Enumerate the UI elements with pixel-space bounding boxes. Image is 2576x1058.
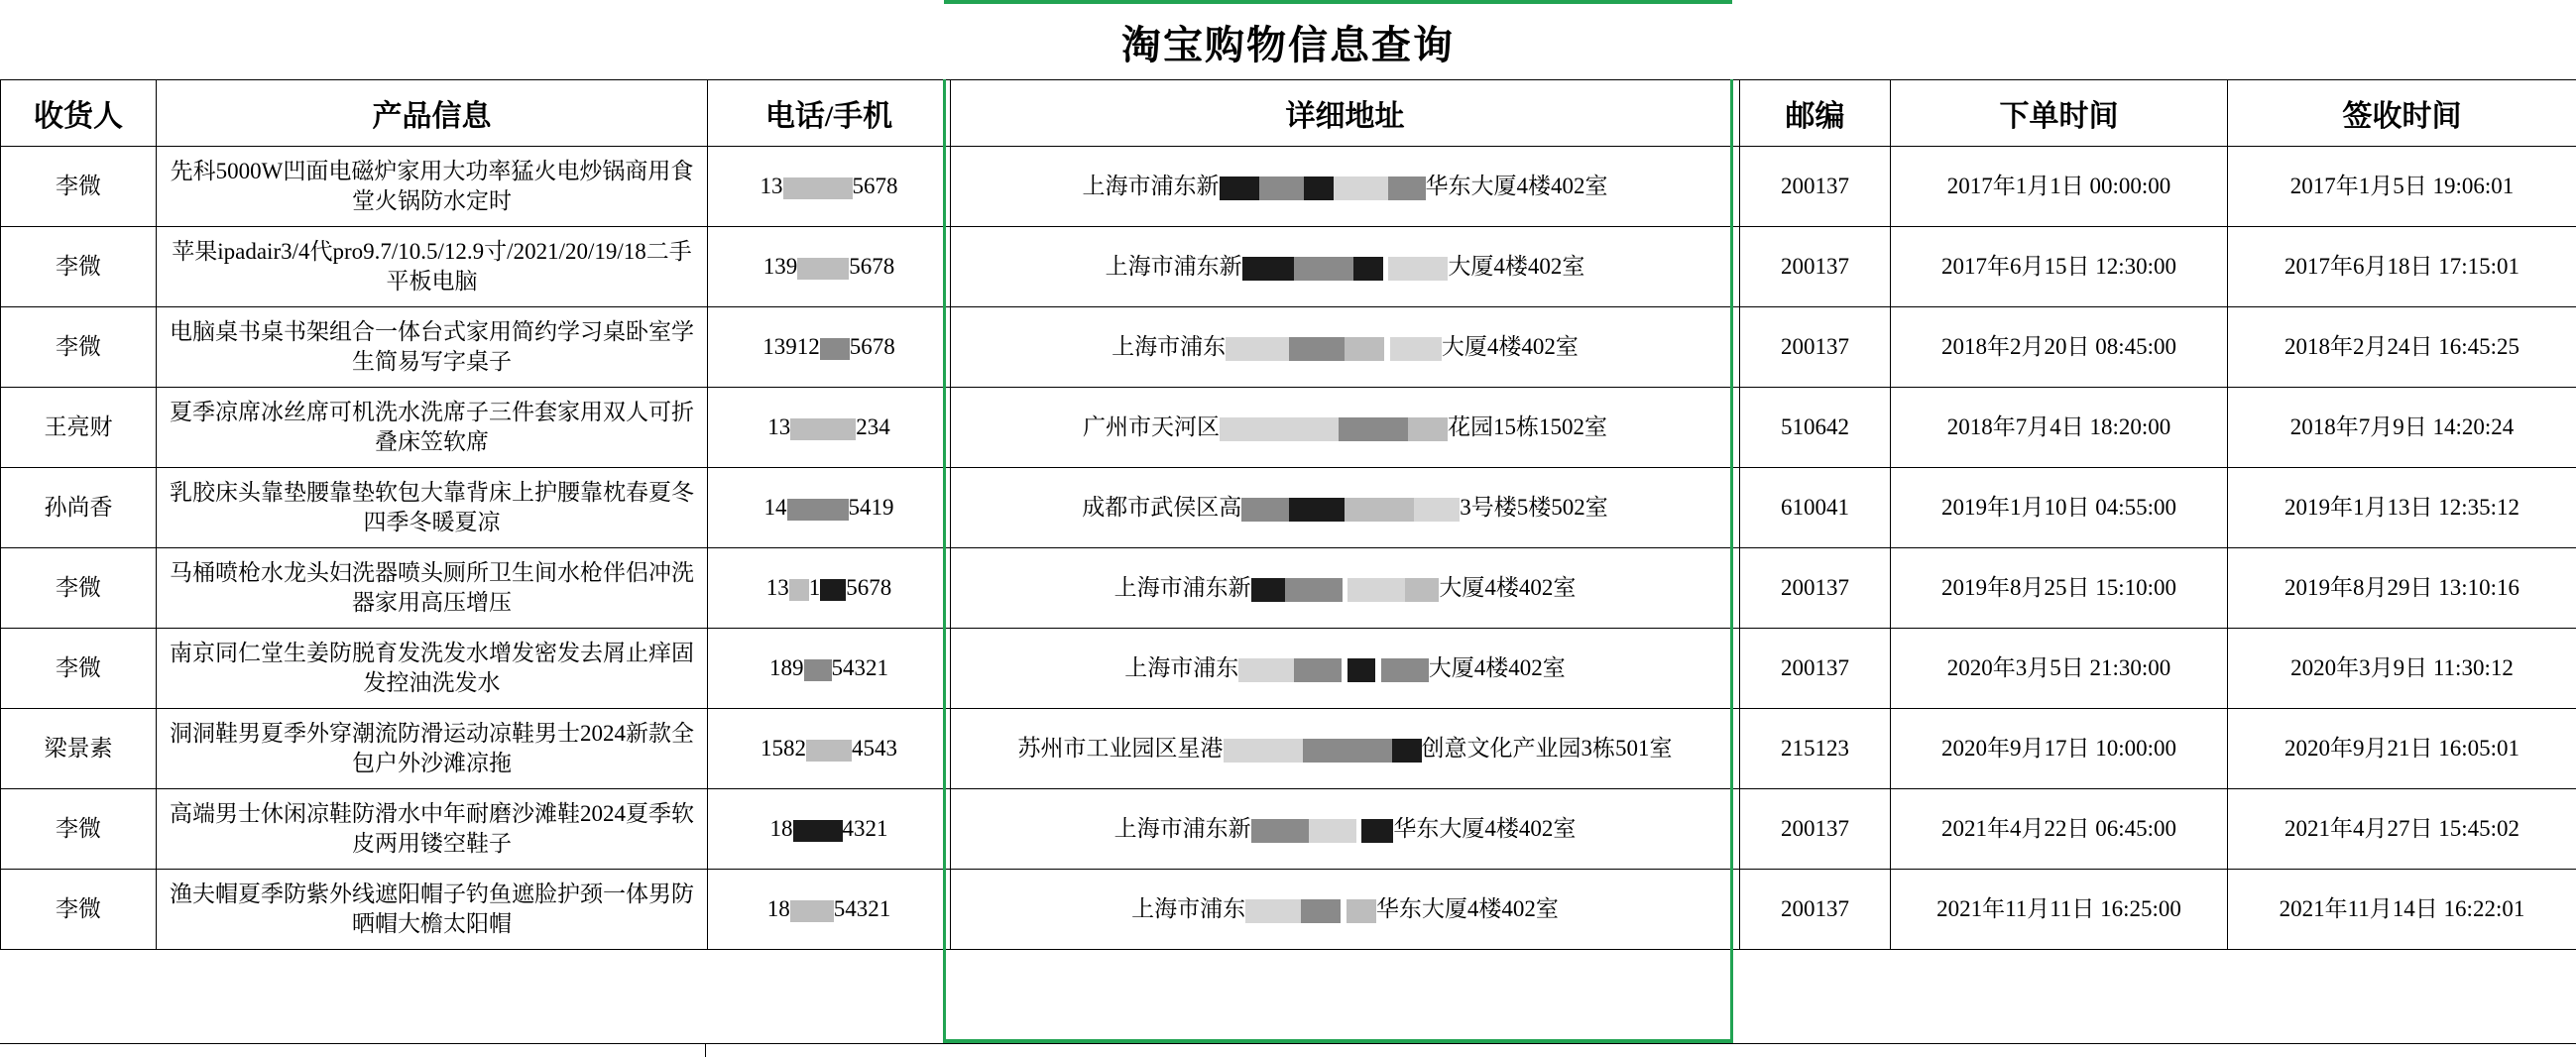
column-header-receiver: 收货人 [1,80,157,147]
table-row [1,227,2576,307]
cell-receive-time: 2017年1月5日 19:06:01 [2228,147,2576,227]
cell-phone: 18 4321 [708,789,951,870]
table-row [1,147,2576,227]
cell-product: 夏季凉席冰丝席可机洗水洗席子三件套家用双人可折叠床笠软席 [157,388,708,468]
column-header-address: 详细地址 [951,80,1740,147]
cell-product: 苹果ipadair3/4代pro9.7/10.5/12.9寸/2021/20/19/18二手平板电脑 [157,227,708,307]
cell-order-time: 2018年2月20日 08:45:00 [1891,307,2228,388]
cell-receiver: 李微 [1,548,157,629]
column-header-product: 产品信息 [157,80,708,147]
cell-zip: 610041 [1740,468,1891,548]
cell-zip: 200137 [1740,629,1891,709]
cell-address: 上海市浦东新 华东大厦4楼402室 [951,147,1740,227]
redaction-block [783,177,853,199]
table-row [1,789,2576,870]
column-header-phone: 电话/手机 [708,80,951,147]
cell-phone [708,147,951,227]
selection-right-edge [1730,79,1733,1057]
cell-product: 南京同仁堂生姜防脱育发洗发水增发密发去屑止痒固发控油洗发水 [157,629,708,709]
cell-order-time: 2020年9月17日 10:00:00 [1891,709,2228,789]
cell-product: 高端男士休闲凉鞋防滑水中年耐磨沙滩鞋2024夏季软皮两用镂空鞋子 [157,789,708,870]
purchase-info-table [0,79,2576,950]
cell-zip: 200137 [1740,307,1891,388]
cell-address: 上海市浦东 大厦4楼402室 [951,307,1740,388]
cell-phone: 139 5678 [708,227,951,307]
selection-left-edge [943,79,946,1057]
cell-receiver: 李微 [1,147,157,227]
cell-address: 上海市浦东新 华东大厦4楼402室 [951,789,1740,870]
table-row [1,709,2576,789]
cell-receiver: 李微 [1,629,157,709]
cell-receiver: 李微 [1,789,157,870]
table-row [1,629,2576,709]
cell-receive-time: 2018年2月24日 16:45:25 [2228,307,2576,388]
table-bottom-strip [0,1043,2576,1058]
column-header-zip: 邮编 [1740,80,1891,147]
cell-product: 洞洞鞋男夏季外穿潮流防滑运动凉鞋男士2024新款全包户外沙滩凉拖 [157,709,708,789]
cell-product: 电脑桌书桌书架组合一体台式家用简约学习桌卧室学生简易写字桌子 [157,307,708,388]
cell-phone: 13 234 [708,388,951,468]
cell-phone: 1582 4543 [708,709,951,789]
cell-address: 上海市浦东新 大厦4楼402室 [951,227,1740,307]
cell-zip: 200137 [1740,870,1891,950]
cell-phone: 14 5419 [708,468,951,548]
cell-zip: 200137 [1740,227,1891,307]
cell-order-time: 2021年11月11日 16:25:00 [1891,870,2228,950]
phone-text-tail: 5678 [853,174,898,198]
cell-product: 马桶喷枪水龙头妇洗器喷头厕所卫生间水枪伴侣冲洗器家用高压增压 [157,548,708,629]
table-row [1,870,2576,950]
cell-receive-time: 2019年1月13日 12:35:12 [2228,468,2576,548]
cell-order-time: 2017年6月15日 12:30:00 [1891,227,2228,307]
table-bottom-divider [705,1043,706,1057]
cell-address: 上海市浦东 华东大厦4楼402室 [951,870,1740,950]
cell-order-time: 2021年4月22日 06:45:00 [1891,789,2228,870]
cell-address: 广州市天河区 花园15栋1502室 [951,388,1740,468]
cell-zip: 200137 [1740,147,1891,227]
table-row [1,468,2576,548]
cell-address: 苏州市工业园区星港 创意文化产业园3栋501室 [951,709,1740,789]
table-header-row [1,80,2576,147]
cell-phone: 13 1 5678 [708,548,951,629]
table-row [1,388,2576,468]
cell-receiver: 梁景素 [1,709,157,789]
cell-address: 成都市武侯区高 3号楼5楼502室 [951,468,1740,548]
cell-address: 上海市浦东新 大厦4楼402室 [951,548,1740,629]
cell-order-time: 2019年1月10日 04:55:00 [1891,468,2228,548]
table-row [1,307,2576,388]
cell-receiver: 李微 [1,227,157,307]
cell-receive-time: 2017年6月18日 17:15:01 [2228,227,2576,307]
table-row [1,548,2576,629]
cell-receive-time: 2021年4月27日 15:45:02 [2228,789,2576,870]
cell-phone: 13912 5678 [708,307,951,388]
cell-receiver: 王亮财 [1,388,157,468]
cell-address: 上海市浦东 大厦4楼402室 [951,629,1740,709]
document-title-band [0,4,2576,79]
column-header-order-time: 下单时间 [1891,80,2228,147]
cell-phone: 18 54321 [708,870,951,950]
cell-zip: 200137 [1740,789,1891,870]
page-title: 淘宝购物信息查询 [1121,14,1455,70]
cell-receive-time: 2018年7月9日 14:20:24 [2228,388,2576,468]
cell-order-time: 2020年3月5日 21:30:00 [1891,629,2228,709]
cell-receive-time: 2020年9月21日 16:05:01 [2228,709,2576,789]
cell-receiver: 李微 [1,307,157,388]
cell-receive-time: 2021年11月14日 16:22:01 [2228,870,2576,950]
cell-order-time: 2018年7月4日 18:20:00 [1891,388,2228,468]
cell-zip: 200137 [1740,548,1891,629]
cell-receiver: 李微 [1,870,157,950]
cell-product: 先科5000W凹面电磁炉家用大功率猛火电炒锅商用食堂火锅防水定时 [157,147,708,227]
cell-product: 乳胶床头靠垫腰靠垫软包大靠背床上护腰靠枕春夏冬四季冬暖夏凉 [157,468,708,548]
cell-zip: 215123 [1740,709,1891,789]
cell-order-time: 2019年8月25日 15:10:00 [1891,548,2228,629]
cell-order-time: 2017年1月1日 00:00:00 [1891,147,2228,227]
cell-receive-time: 2019年8月29日 13:10:16 [2228,548,2576,629]
column-header-receive-time: 签收时间 [2228,80,2576,147]
cell-zip: 510642 [1740,388,1891,468]
cell-receiver: 孙尚香 [1,468,157,548]
cell-receive-time: 2020年3月9日 11:30:12 [2228,629,2576,709]
phone-text: 13 [761,174,783,198]
cell-phone: 189 54321 [708,629,951,709]
cell-product: 渔夫帽夏季防紫外线遮阳帽子钓鱼遮脸护颈一体男防晒帽大檐太阳帽 [157,870,708,950]
